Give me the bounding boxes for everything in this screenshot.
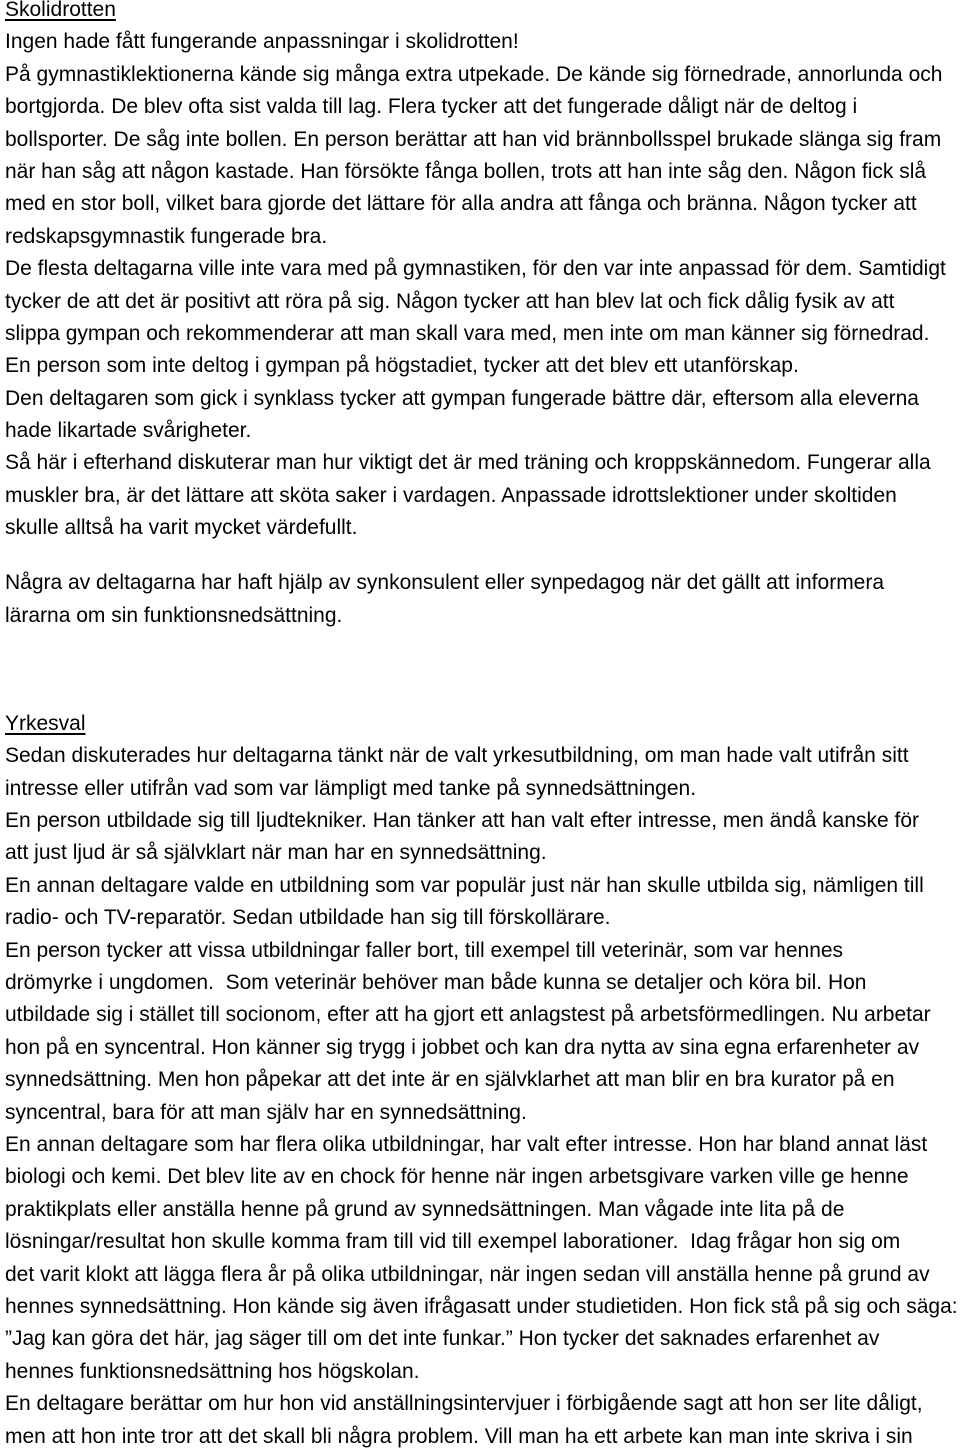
heading-skolidrotten: Skolidrotten [5, 0, 116, 21]
document-page [5, 0, 960, 1453]
text-line: ”Jag kan göra det här, jag säger till om det inte funkar.” Hon tycker det saknades erfarenhet av [5, 1327, 880, 1351]
text-line: lärarna om sin funktionsnedsättning. [5, 603, 343, 627]
paragraph-synkonsulent [5, 567, 960, 632]
text-line: biologi och kemi. Det blev lite av en chock för henne när ingen arbetsgivare varken ville ge henne [5, 1165, 909, 1189]
text-line: det varit klokt att lägga flera år på olika utbildningar, när ingen sedan vill anställa henne på grund av [5, 1262, 930, 1286]
text-line: men att hon inte tror att det skall bli några problem. Vill man ha ett arbete kan man inte skriva i sin [5, 1424, 913, 1448]
section-spacer [5, 632, 960, 708]
text-line: redskapsgymnastik fungerade bra. [5, 224, 328, 248]
text-line: utbildade sig i stället till socionom, efter att ha gjort ett anlagstest på arbetsförmedlingen. Nu arbetar [5, 1003, 931, 1027]
text-line: hon på en syncentral. Hon känner sig trygg i jobbet och kan dra nytta av sina egna erfarenheter av [5, 1035, 920, 1059]
section-yrkesval [5, 708, 960, 1453]
text-line: hennes synnedsättning. Hon kände sig även ifrågasatt under studietiden. Hon fick stå på sig och säga: [5, 1294, 958, 1318]
text-line: En person utbildade sig till ljudtekniker. Han tänker att han valt efter intresse, men ändå kanske för [5, 809, 920, 833]
text-line: hade likartade svårigheter. [5, 419, 252, 443]
text-line: En person som inte deltog i gympan på högstadiet, tycker att det blev ett utanförskap. [5, 354, 799, 378]
text-line: skulle alltså ha varit mycket värdefullt. [5, 516, 358, 540]
text-line: slippa gympan och rekommenderar att man skall vara med, men inte om man känner sig förnedrad. [5, 321, 930, 345]
text-line: muskler bra, är det lättare att sköta saker i vardagen. Anpassade idrottslektioner under skoltiden [5, 483, 897, 507]
section-heading [5, 0, 960, 26]
text-line: En person tycker att vissa utbildningar faller bort, till exempel till veterinär, som var hennes [5, 938, 844, 962]
text-line: Så här i efterhand diskuterar man hur viktigt det är med träning och kroppskännedom. Fungerar alla [5, 451, 931, 475]
text-line: En annan deltagare som har flera olika utbildningar, har valt efter intresse. Hon har bland annat läst [5, 1133, 928, 1156]
text-line: att just ljud är så självklart när man har en synnedsättning. [5, 841, 547, 865]
text-line: när han såg att någon kastade. Han försökte fånga bollen, trots att han inte såg den. Någon fick slå [5, 159, 927, 183]
text-line: lösningar/resultat hon skulle komma fram till vid till exempel laborationer. Idag frågar hon sig om [5, 1230, 901, 1254]
section-heading [5, 708, 960, 740]
text-line: Den deltagaren som gick i synklass tycker att gympan fungerade bättre där, eftersom alla eleverna [5, 386, 919, 410]
text-line: tycker de att det är positivt att röra på sig. Någon tycker att han blev lat och fick dålig fysik av att [5, 289, 895, 313]
text-line: Ingen hade fått fungerande anpassningar i skolidrotten! [5, 30, 519, 54]
text-line: med en stor boll, vilket bara gjorde det lättare för alla andra att fånga och bränna. Någon tycker att [5, 192, 917, 216]
text-line: synnedsättning. Men hon påpekar att det inte är en självklarhet att man blir en bra kurator på en [5, 1068, 895, 1092]
text-line: En deltagare berättar om hur hon vid anställningsintervjuer i förbigående sagt att hon ser lite dåligt, [5, 1392, 923, 1416]
heading-yrkesval: Yrkesval [5, 711, 86, 735]
text-line: praktikplats eller anställa henne på grund av synnedsättningen. Man vågade inte lita på de [5, 1197, 845, 1221]
text-line: syncentral, bara för att man själv har en synnedsättning. [5, 1100, 527, 1124]
section-skolidrotten [5, 0, 960, 545]
text-line: hennes funktionsnedsättning hos högskolan. [5, 1359, 420, 1383]
text-line: Några av deltagarna har haft hjälp av synkonsulent eller synpedagog när det gällt att informera [5, 571, 885, 595]
text-line: intresse eller utifrån vad som var lämpligt med tanke på synnedsättningen. [5, 776, 697, 800]
text-line: En annan deltagare valde en utbildning som var populär just när han skulle utbilda sig, nämligen till [5, 873, 924, 897]
text-line: bortgjorda. De blev ofta sist valda till lag. Flera tycker att det fungerade dåligt när de deltog i [5, 95, 858, 119]
text-line: drömyrke i ungdomen. Som veterinär behöver man både kunna se detaljer och köra bil. Hon [5, 971, 867, 995]
text-line: På gymnastiklektionerna kände sig många extra utpekade. De kände sig förnedrade, annorlunda och [5, 62, 943, 86]
paragraph-spacer [5, 545, 960, 568]
text-line: bollsporter. De såg inte bollen. En person berättar att han vid brännbollsspel brukade slänga sig fram [5, 127, 942, 151]
text-line: radio- och TV-reparatör. Sedan utbildade han sig till förskollärare. [5, 906, 611, 930]
text-line: Sedan diskuterades hur deltagarna tänkt när de valt yrkesutbildning, om man hade valt utifrån sitt [5, 744, 909, 768]
text-line: De flesta deltagarna ville inte vara med på gymnastiken, för den var inte anpassad för dem. Samtidigt [5, 257, 946, 281]
